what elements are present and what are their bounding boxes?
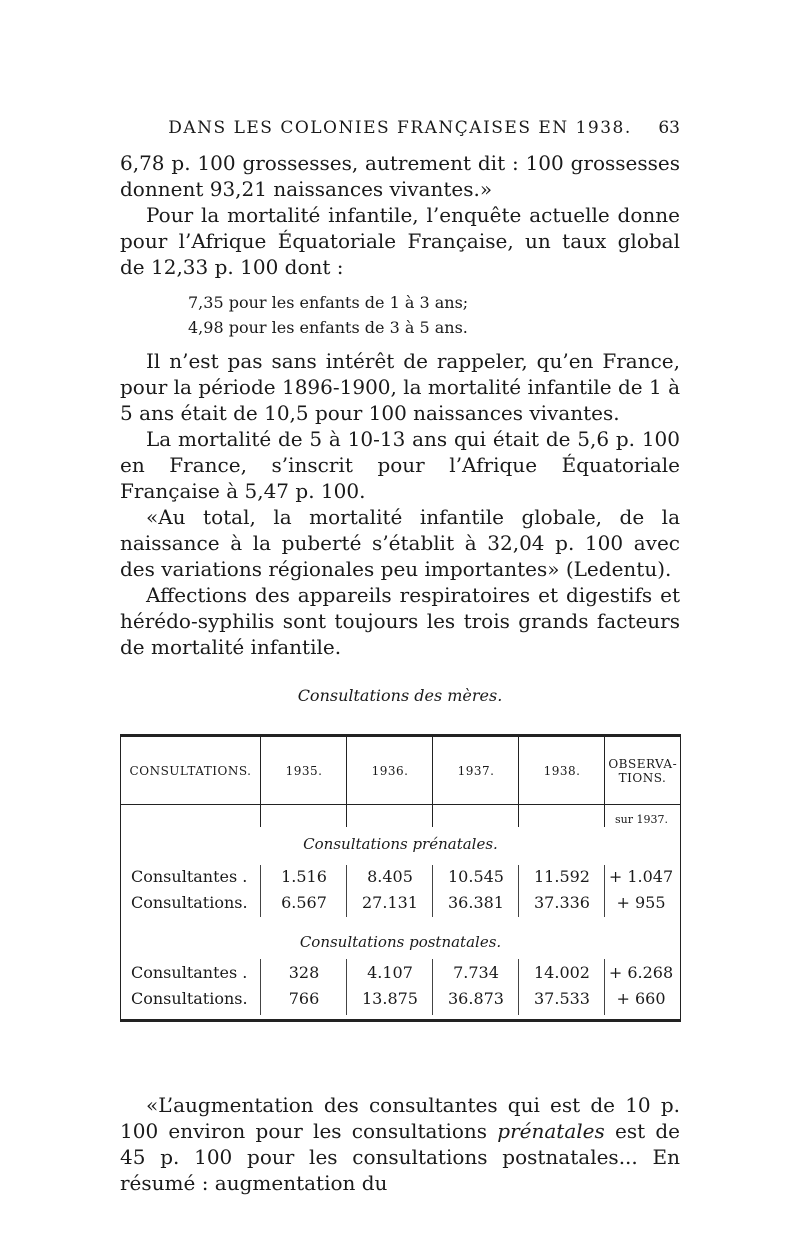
table-cell: 1.516: [281, 867, 327, 886]
row-label: Consultantes .: [131, 867, 248, 886]
table-cell: 36.381: [448, 893, 504, 912]
table-row: [121, 867, 680, 889]
table-cell: 11.592: [534, 867, 590, 886]
section-title-prenatal: Consultations prénatales.: [303, 835, 498, 853]
cell-separator: [260, 959, 261, 1015]
list-item: 7,35 pour les enfants de 1 à 3 ans;: [188, 293, 469, 312]
col-header-observations: OBSERVA-TIONS.: [608, 756, 678, 785]
table-caption: Consultations des mères.: [297, 686, 503, 705]
closing-text: [120, 1092, 680, 1196]
header-title: DANS LES COLONIES FRANÇAISES EN 1938.: [168, 118, 632, 138]
table-cell: 4.107: [367, 963, 413, 982]
text-run: «L’augmentation des consultantes qui est de 10 p. 100 environ pour les consultations: [120, 1093, 680, 1143]
consultations-table: [120, 734, 681, 1022]
cell-separator: [346, 959, 347, 1015]
table-cell: 14.002: [534, 963, 590, 982]
rate-list: [188, 290, 468, 340]
row-label: Consultations.: [131, 893, 248, 912]
table-cell-observation: + 1.047: [608, 867, 674, 886]
table-cell-observation: + 6.268: [608, 963, 674, 982]
table-cell: 8.405: [367, 867, 413, 886]
column-divider: [604, 737, 605, 827]
paragraph: 6,78 p. 100 grossesses, autrement dit : 100 grossesses donnent 93,21 naissances vivantes.»: [120, 151, 680, 201]
paragraph: Affections des appareils respiratoires et digestifs et hérédo-syphilis sont toujours les trois grands facteurs de mortalité infantile.: [120, 583, 680, 659]
paragraph: Pour la mortalité infantile, l’enquête actuelle donne pour l’Afrique Équatoriale Française, un taux global de 12,33 p. 100 dont :: [120, 203, 680, 279]
table-row: [121, 963, 680, 985]
col-header-consultations: CONSULTATIONS.: [129, 763, 252, 778]
observations-note: sur 1937.: [615, 813, 668, 826]
paragraph: La mortalité de 5 à 10-13 ans qui était de 5,6 p. 100 en France, s’inscrit pour l’Afrique Équatoriale Française à 5,47 p. 100.: [120, 427, 680, 503]
column-divider: [432, 737, 433, 827]
paragraph: Il n’est pas sans intérêt de rappeler, qu’en France, pour la période 1896-1900, la mortalité infantile de 1 à 5 ans était de 10,5 pour 100 naissances vivantes.: [120, 349, 680, 425]
paragraph: «Au total, la mortalité infantile globale, de la naissance à la puberté s’établit à 32,04 p. 100 avec des variations régionales peu importantes» (Ledentu).: [120, 505, 680, 581]
cell-separator: [518, 865, 519, 917]
running-header: [120, 118, 680, 138]
page-number: 63: [658, 118, 680, 138]
table-cell: 6.567: [281, 893, 327, 912]
header-rule: [121, 804, 680, 805]
cell-separator: [604, 959, 605, 1015]
col-header-1938: 1938.: [543, 763, 581, 778]
emphasis: prénatales: [497, 1119, 605, 1143]
cell-separator: [604, 865, 605, 917]
cell-separator: [432, 865, 433, 917]
cell-separator: [432, 959, 433, 1015]
table-cell: 766: [288, 989, 320, 1008]
table-cell-observation: + 660: [616, 989, 666, 1008]
cell-separator: [260, 865, 261, 917]
row-label: Consultantes .: [131, 963, 248, 982]
table-cell: 13.875: [362, 989, 418, 1008]
table-cell: 328: [288, 963, 320, 982]
col-header-1935: 1935.: [285, 763, 323, 778]
column-divider: [518, 737, 519, 827]
table-cell: 36.873: [448, 989, 504, 1008]
column-divider: [346, 737, 347, 827]
table-cell: 37.336: [534, 893, 590, 912]
body-text: [120, 348, 680, 660]
column-divider: [260, 737, 261, 827]
table-cell-observation: + 955: [616, 893, 666, 912]
section-title-postnatal: Consultations postnatales.: [299, 933, 502, 951]
table-cell: 10.545: [448, 867, 504, 886]
row-label: Consultations.: [131, 989, 248, 1008]
col-header-1937: 1937.: [457, 763, 495, 778]
table-cell: 27.131: [362, 893, 418, 912]
paragraph: [120, 1092, 680, 1196]
table-cell: 7.734: [453, 963, 499, 982]
cell-separator: [518, 959, 519, 1015]
intro-text: [120, 150, 680, 280]
col-header-1936: 1936.: [371, 763, 409, 778]
table-row: [121, 989, 680, 1011]
text-run: est de 45 p. 100 pour les consultations postnatales... En résumé : augmentation du: [120, 1119, 680, 1195]
cell-separator: [346, 865, 347, 917]
list-item: 4,98 pour les enfants de 3 à 5 ans.: [188, 318, 468, 337]
table-cell: 37.533: [534, 989, 590, 1008]
table-row: [121, 893, 680, 915]
